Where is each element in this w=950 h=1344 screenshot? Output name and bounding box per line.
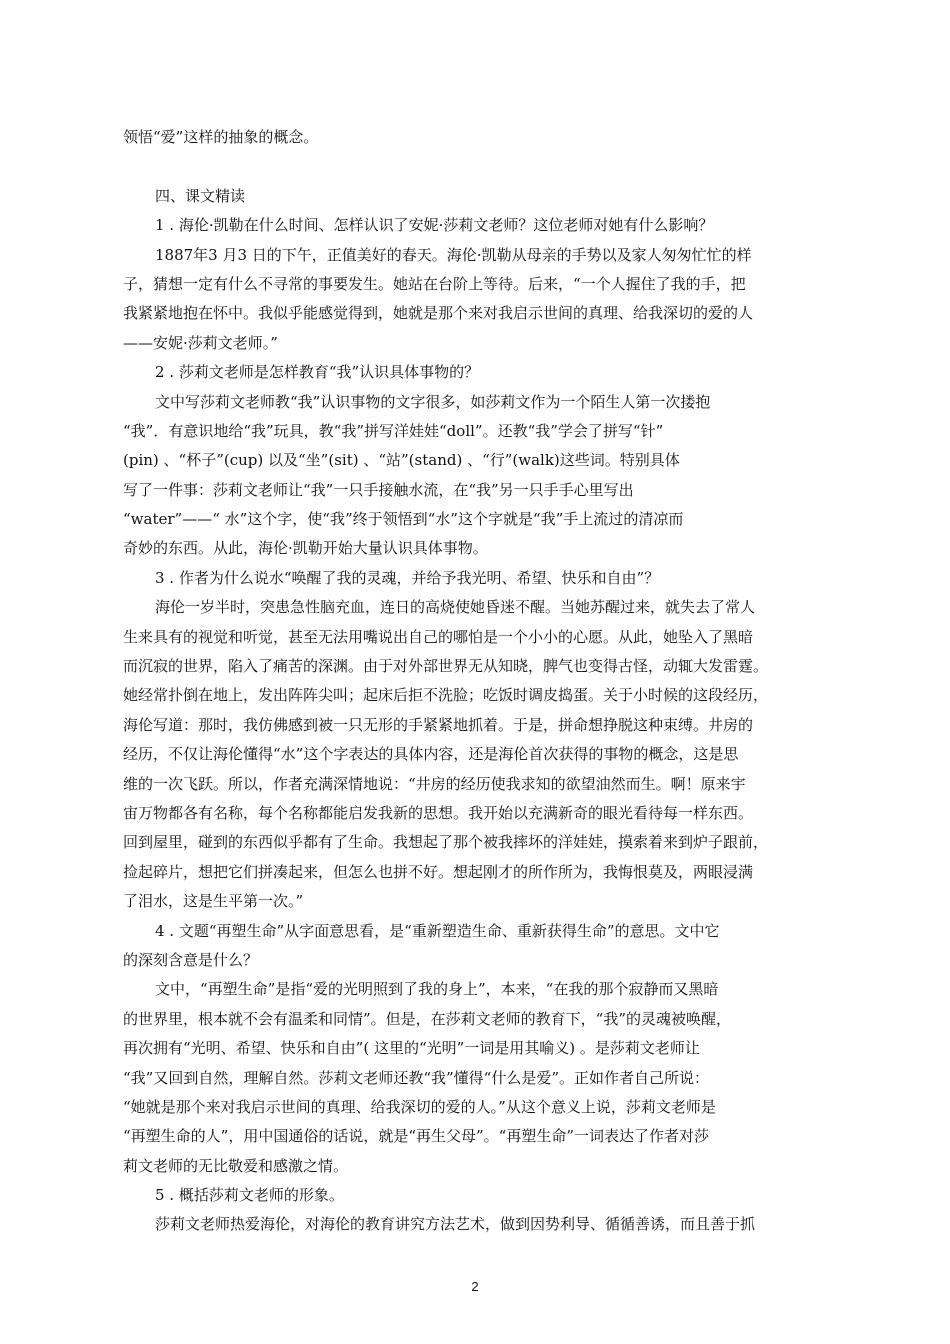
text-line: 了泪水，这是生平第一次。” — [123, 892, 304, 911]
text-line: “water”——“ 水”这个字，使“我”终于领悟到“水”这个字就是“我”手上流过的清凉而 — [123, 510, 684, 529]
text-line: 领悟“爱”这样的抽象的概念。 — [123, 128, 319, 146]
document-body — [123, 123, 839, 1240]
section-heading: 四、课文精读 — [155, 186, 246, 205]
text-line: 宙万物都各有名称，每个名称都能启发我新的思想。我开始以充满新奇的眼光看待每一样东西。 — [123, 803, 754, 822]
text-line: 回到屋里，碰到的东西似乎都有了生命。我想起了那个被我摔坏的洋娃娃，摸索着来到炉子跟前， — [123, 833, 769, 852]
question-3: 3 . 作者为什么说水“唤醒了我的灵魂，并给予我光明、希望、快乐和自由”？ — [155, 568, 660, 587]
text-line: 她经常扑倒在地上，发出阵阵尖叫；起床后拒不洗脸；吃饭时调皮捣蛋。关于小时候的这段经历， — [123, 686, 769, 705]
text-line: 的深刻含意是什么？ — [123, 950, 259, 969]
question-2: 2 . 莎莉文老师是怎样教育“我”认识具体事物的？ — [155, 363, 480, 382]
text-line: 莉文老师的无比敬爱和感激之情。 — [123, 1156, 349, 1175]
text-line: 再次拥有“光明、希望、快乐和自由”( 这里的“光明”一词是用其喻义) 。是莎莉文老师让 — [123, 1039, 700, 1058]
text-line: (pin) 、“杯子”(cup) 以及“坐”(sit) 、“站”(stand) 、“行”(walk)这些词。特别具体 — [123, 451, 680, 470]
text-line: 的世界里，根本就不会有温柔和同情”。但是，在莎莉文老师的教育下，“我”的灵魂被唤醒， — [123, 1009, 732, 1028]
text-line: 文中，“再塑生命”是指“爱的光明照到了我的身上”，本来，“在我的那个寂静而又黑暗 — [155, 980, 719, 999]
text-line: “再塑生命的人”，用中国通俗的话说，就是“再生父母”。“再塑生命”一词表达了作者对莎 — [123, 1127, 710, 1146]
question-4: 4 . 文题“再塑生命”从字面意思看，是“重新塑造生命、重新获得生命”的意思。文中它 — [155, 921, 720, 940]
question-5: 5 . 概括莎莉文老师的形象。 — [155, 1186, 344, 1205]
page-number: 2 — [471, 1279, 479, 1294]
text-line: 我紧紧地抱在怀中。我似乎能感觉得到，她就是那个来对我启示世间的真理、给我深切的爱的人 — [123, 304, 754, 323]
text-line: 子，猜想一定有什么不寻常的事要发生。她站在台阶上等待。后来，“一个人握住了我的手，把 — [123, 274, 746, 293]
text-line: 而沉寂的世界，陷入了痛苦的深渊。由于对外部世界无从知晓，脾气也变得古怪，动辄大发雷霆。 — [123, 657, 769, 676]
text-line: 写了一件事：莎莉文老师让“我”一只手接触水流，在“我”另一只手手心里写出 — [123, 480, 634, 499]
text-line: 经历，不仅让海伦懂得“水”这个字表达的具体内容，还是海伦首次获得的事物的概念，这是思 — [123, 745, 739, 764]
text-line: 捡起碎片，想把它们拼凑起来，但怎么也拼不好。想起刚才的所作所为，我悔恨莫及，两眼浸满 — [123, 862, 754, 881]
question-1: 1 . 海伦·凯勒在什么时间、怎样认识了安妮·莎莉文老师？这位老师对她有什么影响？ — [155, 216, 714, 235]
text-line: 维的一次飞跃。所以，作者充满深情地说：“井房的经历使我求知的欲望油然而生。啊！原来宇 — [123, 774, 746, 793]
text-line: ——安妮·莎莉文老师。” — [123, 333, 278, 352]
text-line: 海伦一岁半时，突患急性脑充血，连日的高烧使她昏迷不醒。当她苏醒过来，就失去了常人 — [155, 598, 756, 617]
text-line: “我”又回到自然，理解自然。莎莉文老师还教“我”懂得“什么是爱”。正如作者自己所说： — [123, 1068, 710, 1087]
blank-line — [123, 152, 839, 181]
text-line: 文中写莎莉文老师教“我”认识事物的文字很多，如莎莉文作为一个陌生人第一次搂抱 — [155, 392, 711, 411]
text-line: “我”．有意识地给“我”玩具，教“我”拼写洋娃娃“doll”。还教“我”学会了拼写“针” — [123, 421, 664, 440]
text-line: 奇妙的东西。从此，海伦·凯勒开始大量认识具体事物。 — [123, 539, 488, 558]
text-line: “她就是那个来对我启示世间的真理、给我深切的爱的人。”从这个意义上说，莎莉文老师是 — [123, 1097, 716, 1116]
text-line: 1887年3 月3 日的下午，正值美好的春天。海伦·凯勒从母亲的手势以及家人匆匆忙忙的样 — [155, 245, 752, 264]
text-line: 生来具有的视觉和听觉，甚至无法用嘴说出自己的哪怕是一个小小的心愿。从此，她坠入了黑暗 — [123, 627, 754, 646]
text-line: 莎莉文老师热爱海伦，对海伦的教育讲究方法艺术，做到因势利导、循循善诱，而且善于抓 — [155, 1215, 756, 1234]
text-line: 海伦写道：那时，我仿佛感到被一只无形的手紧紧地抓着。于是，拼命想挣脱这种束缚。井房的 — [123, 715, 754, 734]
